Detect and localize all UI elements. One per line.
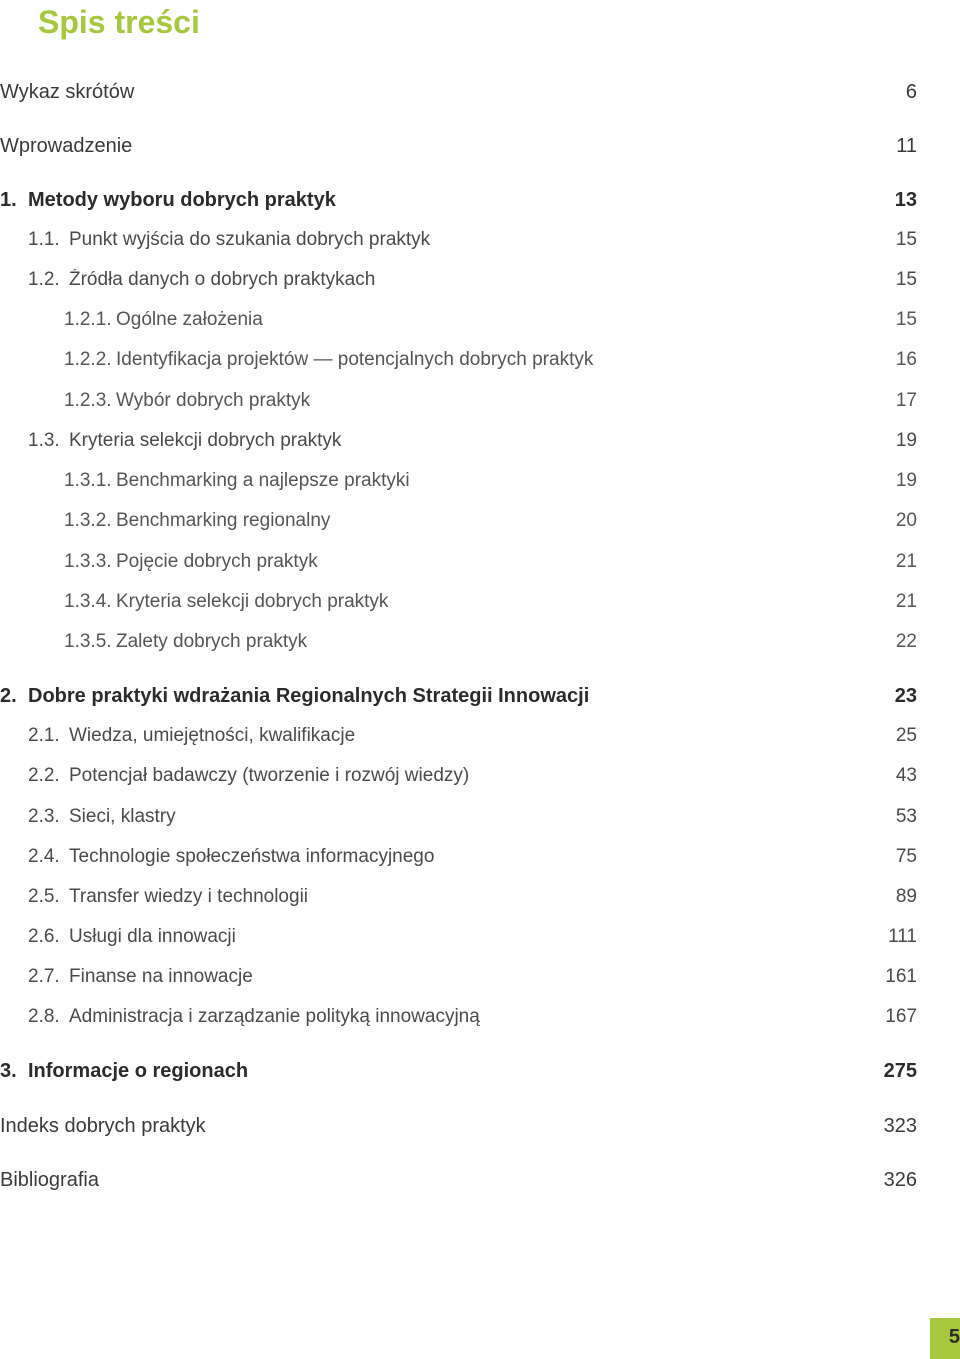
toc-entry-number: 1.1.: [28, 229, 60, 250]
toc-entry-page: 15: [895, 229, 917, 250]
toc-entry-label: Usługi dla innowacji: [69, 926, 236, 947]
toc-chapter-3[interactable]: [0, 1056, 917, 1086]
toc-entry-page: 11: [896, 134, 917, 157]
toc-entry-label: Sieci, klastry: [69, 806, 176, 827]
toc-subsection-1-3-5[interactable]: [0, 627, 917, 657]
toc-entry-number: 2.: [0, 684, 17, 707]
toc-entry-label: Administracja i zarządzanie polityką innowacyjną: [69, 1006, 480, 1027]
toc-section-2-6[interactable]: [0, 922, 917, 952]
toc-entry-label: Technologie społeczeństwa informacyjnego: [69, 846, 435, 867]
toc-entry-label: Źródła danych o dobrych praktykach: [69, 269, 376, 290]
toc-entry-label: Indeks dobrych praktyk: [0, 1114, 206, 1137]
toc-section-2-7[interactable]: [0, 962, 917, 992]
toc-entry-number: 1.3.1.: [64, 470, 112, 491]
toc-entry-page: 43: [895, 765, 917, 786]
toc-entry-page: 161: [885, 966, 917, 987]
toc-entry-number: 1.3.4.: [64, 591, 112, 612]
toc-section-2-4[interactable]: [0, 842, 917, 872]
toc-entry-page: 21: [895, 591, 917, 612]
toc-entry-page: 89: [895, 886, 917, 907]
toc-subsection-1-2-3[interactable]: [0, 386, 917, 416]
toc-section-1-2[interactable]: [0, 265, 917, 295]
toc-entry-page: 20: [895, 510, 917, 531]
toc-entry-page: 75: [895, 846, 917, 867]
toc-section-2-2[interactable]: [0, 761, 917, 791]
page-title: Spis treści: [38, 4, 200, 40]
toc-entry-number: 2.3.: [28, 806, 60, 827]
toc-entry-number: 1.3.5.: [64, 631, 112, 652]
toc-entry-number: 2.2.: [28, 765, 60, 786]
toc-entry-page: 19: [895, 430, 917, 451]
toc-entry-label: Finanse na innowacje: [69, 966, 253, 987]
toc-entry-number: 1.2.: [28, 269, 60, 290]
toc-entry-page: 15: [895, 269, 917, 290]
toc-entry-label: Identyfikacja projektów — potencjalnych dobrych praktyk: [116, 349, 594, 370]
toc-entry-wprowadzenie[interactable]: [0, 131, 917, 161]
toc-entry-number: 1.2.2.: [64, 349, 112, 370]
toc-entry-page: 15: [895, 309, 917, 330]
page-number: 5: [948, 1326, 960, 1348]
toc-section-1-3[interactable]: [0, 426, 917, 456]
toc-entry-label: Punkt wyjścia do szukania dobrych praktyk: [69, 229, 431, 250]
toc-subsection-1-3-1[interactable]: [0, 466, 917, 496]
toc-entry-page: 17: [895, 390, 917, 411]
toc-entry-number: 2.6.: [28, 926, 60, 947]
toc-entry-page: 21: [895, 551, 917, 572]
toc-entry-wykaz-skrotow[interactable]: [0, 77, 917, 107]
toc-entry-label: Benchmarking regionalny: [116, 510, 331, 531]
toc-subsection-1-3-4[interactable]: [0, 587, 917, 617]
toc-subsection-1-2-1[interactable]: [0, 305, 917, 335]
toc-section-2-8[interactable]: [0, 1002, 917, 1032]
toc-entry-page: 13: [894, 188, 917, 211]
toc-entry-number: 2.7.: [28, 966, 60, 987]
toc-entry-label: Zalety dobrych praktyk: [116, 631, 308, 652]
toc-entry-page: 19: [895, 470, 917, 491]
toc-entry-number: 1.3.3.: [64, 551, 112, 572]
toc-entry-page: 16: [895, 349, 917, 370]
toc-entry-number: 1.3.: [28, 430, 60, 451]
toc-entry-label: Dobre praktyki wdrażania Regionalnych Strategii Innowacji: [28, 684, 590, 707]
toc-entry-label: Wprowadzenie: [0, 134, 133, 157]
toc-entry-page: 323: [883, 1114, 917, 1137]
toc-entry-page: 326: [883, 1168, 917, 1191]
toc-entry-number: 1.: [0, 188, 17, 211]
toc-entry-number: 1.2.1.: [64, 309, 112, 330]
toc-entry-label: Potencjał badawczy (tworzenie i rozwój wiedzy): [69, 765, 470, 786]
toc-subsection-1-3-2[interactable]: [0, 506, 917, 536]
toc-entry-label: Wykaz skrótów: [0, 80, 135, 103]
toc-entry-number: 2.1.: [28, 725, 60, 746]
toc-entry-label: Transfer wiedzy i technologii: [69, 886, 309, 907]
toc-entry-number: 1.2.3.: [64, 390, 112, 411]
toc-entry-page: 111: [888, 926, 917, 947]
toc-entry-page: 22: [895, 631, 917, 652]
toc-entry-number: 2.8.: [28, 1006, 60, 1027]
toc-section-1-1[interactable]: [0, 225, 917, 255]
toc-entry-label: Benchmarking a najlepsze praktyki: [116, 470, 410, 491]
toc-subsection-1-2-2[interactable]: [0, 345, 917, 375]
toc-entry-label: Informacje o regionach: [28, 1059, 249, 1082]
toc-entry-label: Ogólne założenia: [116, 309, 263, 330]
toc-section-2-3[interactable]: [0, 802, 917, 832]
toc-entry-number: 3.: [0, 1059, 17, 1082]
toc-entry-page: 6: [905, 80, 917, 103]
toc-entry-page: 167: [885, 1006, 917, 1027]
toc-entry-page: 25: [895, 725, 917, 746]
toc-entry-page: 275: [883, 1059, 917, 1082]
toc-entry-number: 1.3.2.: [64, 510, 112, 531]
toc-section-2-5[interactable]: [0, 882, 917, 912]
toc-chapter-1[interactable]: [0, 185, 917, 215]
toc-entry-label: Kryteria selekcji dobrych praktyk: [116, 591, 389, 612]
toc-entry-number: 2.4.: [28, 846, 60, 867]
toc-entry-page: 23: [894, 684, 917, 707]
toc-entry-label: Pojęcie dobrych praktyk: [116, 551, 318, 572]
toc-section-2-1[interactable]: [0, 721, 917, 751]
toc-chapter-2[interactable]: [0, 681, 917, 711]
toc-subsection-1-3-3[interactable]: [0, 547, 917, 577]
toc-entry-number: 2.5.: [28, 886, 60, 907]
toc-entry-page: 53: [895, 806, 917, 827]
toc-entry-bibliografia[interactable]: [0, 1165, 917, 1195]
toc-entry-label: Wybór dobrych praktyk: [116, 390, 311, 411]
toc-entry-label: Kryteria selekcji dobrych praktyk: [69, 430, 342, 451]
toc-entry-label: Wiedza, umiejętności, kwalifikacje: [69, 725, 356, 746]
toc-entry-label: Bibliografia: [0, 1168, 99, 1191]
toc-entry-label: Metody wyboru dobrych praktyk: [28, 188, 336, 211]
toc-entry-indeks[interactable]: [0, 1111, 917, 1141]
